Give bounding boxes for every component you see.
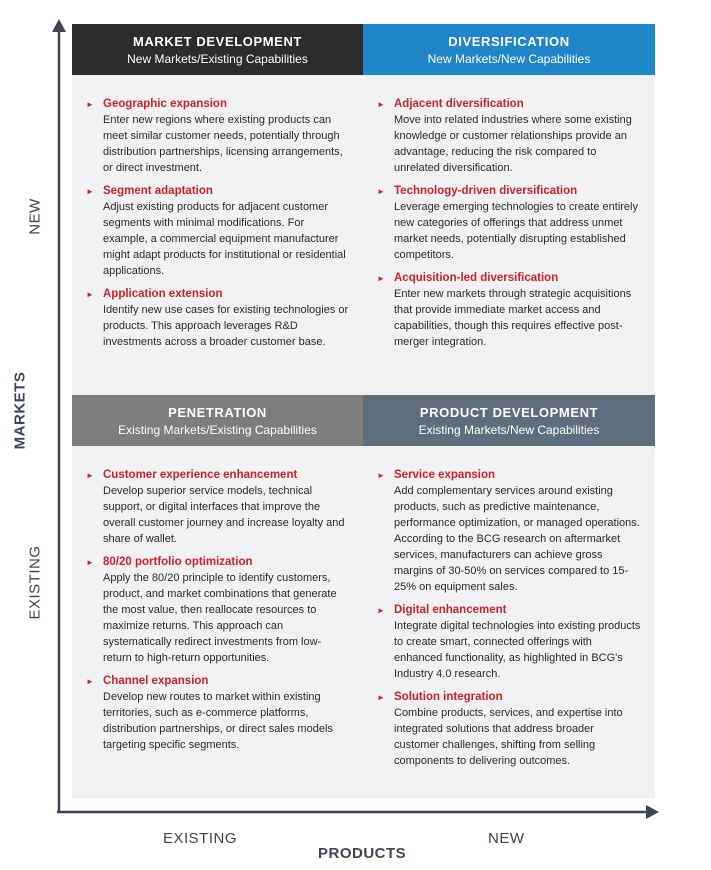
strategy-title: 80/20 portfolio optimization bbox=[103, 556, 253, 568]
triangle-bullet-icon: ► bbox=[86, 100, 94, 109]
quadrant-market-development bbox=[72, 24, 363, 358]
y-axis-label-existing: EXISTING bbox=[26, 545, 44, 620]
triangle-bullet-icon: ► bbox=[377, 693, 385, 702]
strategy-text: Develop new routes to market within existing territories, such as e-commerce platforms, distribution partnerships, or direct sales models targeting specific segments. bbox=[103, 691, 333, 751]
quadrant-header bbox=[363, 395, 655, 446]
strategy-item bbox=[86, 287, 349, 350]
quadrant-diversification bbox=[363, 24, 655, 358]
strategy-text: Leverage emerging technologies to create entirely new categories of offerings that address unmet market needs, potentially disrupting established competitors. bbox=[394, 201, 638, 261]
quadrant-body bbox=[72, 75, 363, 350]
y-axis-title: MARKETS bbox=[11, 371, 29, 450]
triangle-bullet-icon: ► bbox=[377, 471, 385, 480]
strategy-title: Adjacent diversification bbox=[394, 98, 524, 110]
quadrant-header bbox=[72, 24, 363, 75]
strategy-title: Technology-driven diversification bbox=[394, 185, 578, 197]
quadrant-subtitle: Existing Markets/New Capabilities bbox=[418, 423, 600, 437]
strategy-title: Acquisition-led diversification bbox=[394, 272, 559, 284]
triangle-bullet-icon: ► bbox=[377, 606, 385, 615]
quadrant-body bbox=[72, 446, 363, 753]
strategy-text: Identify new use cases for existing technologies or products. This approach leverages R&D investments across a broader customer base. bbox=[103, 304, 349, 348]
triangle-bullet-icon: ► bbox=[86, 558, 94, 567]
strategy-title: Service expansion bbox=[394, 469, 495, 481]
quadrant-title: PENETRATION bbox=[168, 405, 267, 420]
strategy-item bbox=[377, 184, 641, 263]
quadrant-subtitle: New Markets/Existing Capabilities bbox=[127, 52, 308, 66]
quadrant-penetration bbox=[72, 395, 363, 761]
strategy-item bbox=[377, 271, 641, 350]
strategy-title: Application extension bbox=[103, 288, 223, 300]
strategy-item bbox=[86, 468, 349, 547]
strategy-title: Digital enhancement bbox=[394, 604, 507, 616]
triangle-bullet-icon: ► bbox=[377, 274, 385, 283]
strategy-text: Add complementary services around existing products, such as predictive maintenance, performance optimization, or managed operations. According to the BCG research on aftermarket services, manufacturers can achieve gross margins of 30-50% on services compared to 15-25% on equipment sales. bbox=[394, 485, 640, 593]
y-axis-label-new: NEW bbox=[26, 198, 44, 235]
quadrant-header bbox=[72, 395, 363, 446]
triangle-bullet-icon: ► bbox=[86, 290, 94, 299]
strategy-title: Channel expansion bbox=[103, 675, 209, 687]
triangle-bullet-icon: ► bbox=[377, 187, 385, 196]
x-axis-label-existing: EXISTING bbox=[163, 830, 238, 847]
quadrant-subtitle: Existing Markets/Existing Capabilities bbox=[118, 423, 317, 437]
quadrant-title: PRODUCT DEVELOPMENT bbox=[419, 405, 599, 420]
strategy-item bbox=[377, 603, 641, 682]
triangle-bullet-icon: ► bbox=[377, 100, 385, 109]
x-axis-arrow bbox=[646, 805, 659, 819]
x-axis-title: PRODUCTS bbox=[318, 845, 407, 862]
strategy-item bbox=[86, 674, 349, 753]
quadrant-subtitle: New Markets/New Capabilities bbox=[427, 52, 591, 66]
quadrant-product-development bbox=[363, 395, 655, 777]
strategy-item bbox=[377, 690, 641, 769]
triangle-bullet-icon: ► bbox=[86, 187, 94, 196]
x-axis-label-new: NEW bbox=[488, 830, 525, 847]
strategy-item bbox=[377, 97, 641, 176]
triangle-bullet-icon: ► bbox=[86, 677, 94, 686]
strategy-item bbox=[86, 555, 349, 666]
strategy-title: Geographic expansion bbox=[103, 98, 227, 110]
strategy-text: Apply the 80/20 principle to identify customers, product, and market combinations that generate the most value, then reallocate resources to maximize returns. This approach can systematically redirect investments from low-return to high-return opportunities. bbox=[103, 572, 337, 664]
triangle-bullet-icon: ► bbox=[86, 471, 94, 480]
strategy-title: Solution integration bbox=[394, 691, 503, 703]
strategy-item bbox=[377, 468, 641, 595]
strategy-item bbox=[86, 184, 349, 279]
strategy-text: Combine products, services, and expertise into integrated solutions that address broader customer challenges, shifting from selling components to delivering outcomes. bbox=[394, 707, 623, 767]
strategy-text: Adjust existing products for adjacent customer segments with minimal modifications. For example, a commercial equipment manufacturer might adapt products for institutional or residential applications. bbox=[103, 201, 346, 277]
quadrant-body bbox=[363, 446, 655, 769]
strategy-text: Enter new regions where existing products can meet similar customer needs, potentially through distribution partnerships, licensing arrangements, or direct investment. bbox=[103, 114, 343, 174]
strategy-text: Enter new markets through strategic acquisitions that provide immediate market access and capabilities, though this requires effective post-merger integration. bbox=[394, 288, 632, 348]
quadrant-title: DIVERSIFICATION bbox=[448, 34, 570, 49]
quadrant-title: MARKET DEVELOPMENT bbox=[133, 34, 302, 49]
strategy-item bbox=[86, 97, 349, 176]
y-axis-arrow bbox=[52, 19, 66, 32]
strategy-text: Integrate digital technologies into existing products to create smart, connected offerings with enhanced functionality, as highlighted in BCG's Industry 4.0 research. bbox=[394, 620, 641, 680]
strategy-text: Move into related industries where some existing knowledge or customer relationships provide an advantage, reducing the risk compared to unrelated diversification. bbox=[394, 114, 632, 174]
strategy-title: Customer experience enhancement bbox=[103, 469, 298, 481]
strategy-title: Segment adaptation bbox=[103, 185, 213, 197]
strategy-text: Develop superior service models, technical support, or digital interfaces that improve the overall customer journey and increase loyalty and share of wallet. bbox=[103, 485, 345, 545]
quadrant-body bbox=[363, 75, 655, 350]
quadrant-header bbox=[363, 24, 655, 75]
